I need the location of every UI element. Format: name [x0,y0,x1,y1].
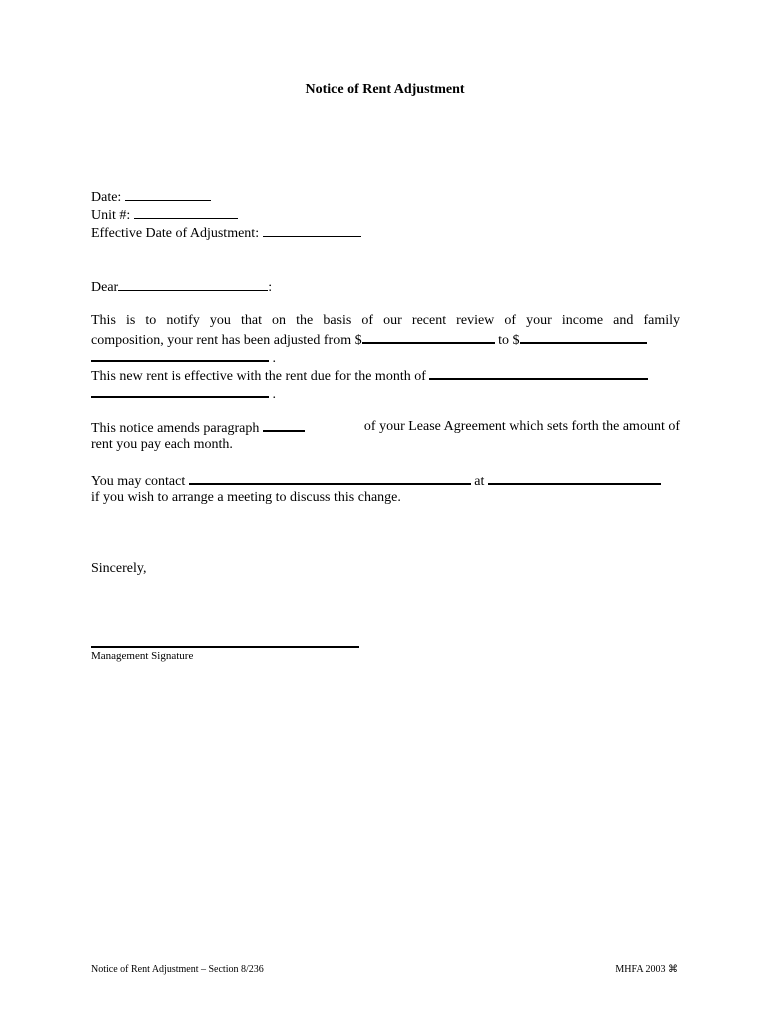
paragraph1-period1: . [272,351,276,366]
new-rent-continued-blank[interactable] [91,348,269,362]
old-rent-blank[interactable] [362,330,495,344]
contact-name-blank[interactable] [189,471,471,485]
paragraph1-to: to $ [498,333,520,348]
paragraph2-text-a: This notice amends paragraph [91,421,260,436]
paragraph3-at: at [474,474,485,489]
month-continued-blank[interactable] [91,384,269,398]
new-rent-blank[interactable] [520,330,647,344]
paragraph1-line1: This is to notify you that on the basis of our recent review of your income and family [91,313,680,328]
document-title: Notice of Rent Adjustment [305,82,465,97]
paragraph-number-blank[interactable] [263,418,305,432]
paragraph2-line2: rent you pay each month. [91,437,233,452]
salutation-line [91,277,272,297]
effective-date-line [91,223,361,243]
paragraph2-line1 [91,418,680,438]
paragraph3-line1 [91,471,661,491]
unit-line [91,205,238,225]
effective-date-blank[interactable] [263,223,361,237]
paragraph1-line2-continued [91,348,276,368]
date-label: Date: [91,190,122,205]
recipient-blank[interactable] [118,277,268,291]
month-blank[interactable] [429,366,648,380]
date-line [91,187,211,207]
date-blank[interactable] [125,187,211,201]
unit-blank[interactable] [134,205,238,219]
footer-left: Notice of Rent Adjustment – Section 8/236 [91,964,264,975]
paragraph1-line2 [91,330,647,350]
salutation-colon: : [268,280,273,295]
paragraph1-line2-text: composition, your rent has been adjusted from $ [91,333,362,348]
salutation-dear: Dear [91,280,119,295]
closing: Sincerely, [91,561,147,576]
signature-line[interactable] [91,646,359,648]
paragraph2-line1-a [91,418,305,438]
effective-date-label: Effective Date of Adjustment: [91,226,260,241]
paragraph2-line1-b: of your Lease Agreement which sets forth the amount of [363,419,680,434]
paragraph1-line3 [91,366,648,386]
signature-label: Management Signature [91,650,194,662]
contact-phone-blank[interactable] [488,471,661,485]
unit-label: Unit #: [91,208,131,223]
paragraph1-line3-continued [91,384,276,404]
paragraph3-contact-text: You may contact [91,474,186,489]
footer-right: MHFA 2003 ⌘ [615,964,678,975]
paragraph1-period2: . [272,387,276,402]
paragraph1-line3-text: This new rent is effective with the rent due for the month of [91,369,426,384]
paragraph3-line2: if you wish to arrange a meeting to discuss this change. [91,490,401,505]
